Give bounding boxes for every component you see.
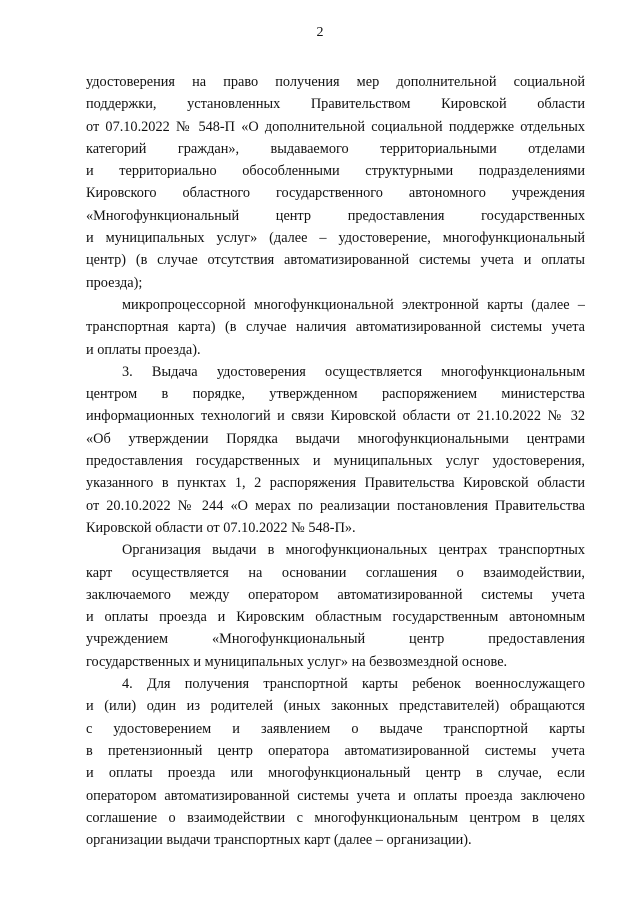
text-line: государственных и муниципальных услуг» на безвозмездной основе. (86, 653, 508, 670)
text-line: соглашение о взаимодействии с многофункциональным центром в целях (86, 809, 585, 826)
text-line: карт осуществляется на основании соглашения о взаимодействии, (86, 564, 585, 581)
paragraph-continuation (86, 71, 585, 294)
text-line: 4. Для получения транспортной карты ребенок военнослужащего (122, 676, 585, 693)
text-line: от 20.10.2022 № 244 «О мерах по реализации постановления Правительства (86, 497, 585, 514)
paragraph-item-4 (86, 673, 585, 851)
text-line: и территориально обособленными структурными подразделениями (86, 163, 585, 180)
text-line: указанного в пунктах 1, 2 распоряжения Правительства Кировской области (86, 475, 585, 492)
text-line: поддержки, установленных Правительством Кировской области (86, 96, 585, 113)
text-line: 3. Выдача удостоверения осуществляется многофункциональным (122, 363, 585, 380)
text-line: микропроцессорной многофункциональной электронной карты (далее – (122, 296, 585, 313)
text-line: и оплаты проезда и Кировским областным государственным автономным (86, 609, 585, 626)
document-body (86, 71, 585, 851)
paragraph-transport-card (86, 294, 585, 361)
text-line: «Об утверждении Порядка выдачи многофункциональными центрами (86, 430, 585, 447)
text-line: категорий граждан», выдаваемого территориальными отделами (86, 140, 585, 157)
paragraph-organization (86, 539, 585, 673)
text-line: и муниципальных услуг» (далее – удостоверение, многофункциональный (86, 230, 585, 247)
text-line: транспортная карта) (в случае наличия автоматизированной системы учета (86, 319, 585, 336)
text-line: центром в порядке, утвержденном распоряжением министерства (86, 386, 585, 403)
text-line: оператором автоматизированной системы учета и оплаты проезда заключено (86, 787, 585, 804)
text-line: предоставления государственных и муниципальных услуг удостоверения, (86, 453, 585, 470)
text-line: Кировского областного государственного автономного учреждения (86, 185, 585, 202)
text-line: Организация выдачи в многофункциональных центрах транспортных (122, 542, 585, 559)
text-line: проезда); (86, 274, 143, 291)
page-number: 2 (316, 25, 324, 40)
text-line: в претензионный центр оператора автоматизированной системы учета (86, 742, 585, 759)
text-line: организации выдачи транспортных карт (далее – организации). (86, 832, 472, 849)
text-line: учреждением «Многофункциональный центр предоставления (86, 631, 585, 648)
text-line: заключаемого между оператором автоматизированной системы учета (86, 586, 585, 603)
text-line: с удостоверением и заявлением о выдаче транспортной карты (86, 720, 585, 737)
text-line: и оплаты проезда). (86, 341, 201, 358)
text-line: от 07.10.2022 № 548-П «О дополнительной социальной поддержке отдельных (86, 118, 585, 135)
text-line: информационных технологий и связи Кировской области от 21.10.2022 № 32 (86, 408, 585, 425)
paragraph-item-3 (86, 361, 585, 539)
text-line: удостоверения на право получения мер дополнительной социальной (86, 74, 585, 90)
text-line: и оплаты проезда или многофункциональный центр в случае, если (86, 765, 585, 782)
text-line: Кировской области от 07.10.2022 № 548-П». (86, 519, 356, 536)
text-line: центр) (в случае отсутствия автоматизированной системы учета и оплаты (86, 252, 585, 269)
text-line: и (или) один из родителей (иных законных представителей) обращаются (86, 698, 585, 715)
text-line: «Многофункциональный центр предоставления государственных (86, 207, 585, 224)
